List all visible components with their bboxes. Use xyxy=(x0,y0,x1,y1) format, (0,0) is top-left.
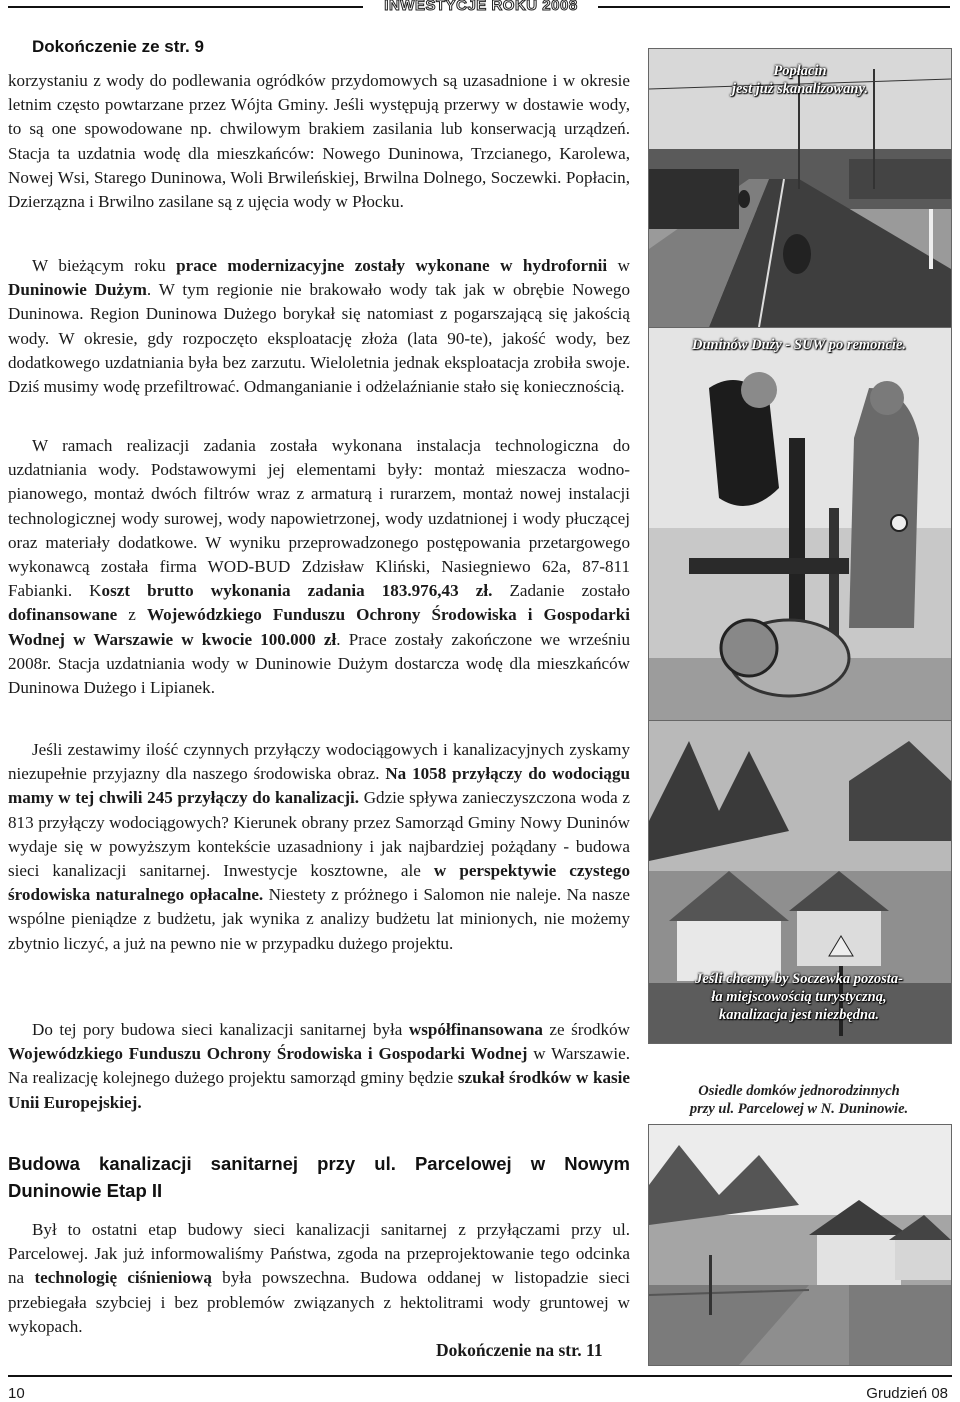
page-number: 10 xyxy=(8,1385,25,1402)
paragraph-2: W bieżącym roku prace modernizacyjne zostały wykonane w hydrofornii w Duninowie Dużym. W tym regionie nie brakowało wody tak jak w obrębie Nowego Duninowa. Region Duninowa Dużego borykał się natomiast z pogarszającą się jakością wody. W okresie, gdy rozpoczęto eksploatację złoża (lata 90-te), jakość wody, bez dodatkowego uzdatniania była bez zarzutu. Wieloletnia jednak eksploatacja zrobiła swoje. Dziś musimy wodę przefiltrować. Odmanganianie i odżelaźnianie stało się koniecznością. xyxy=(8,256,630,397)
paragraph-4: Jeśli zestawimy ilość czynnych przyłączy wodociągowych i kanalizacyjnych zyskamy niezupełnie przyjazny dla naszego środowiska obraz. Na 1058 przyłączy do wodociągu mamy w tej chwili 245 przyłączy do kanalizacji. Gdzie spływa zanieczyszczona woda z 813 przyłączy wodociągowych? Kierunek obrany przez Samorząd Gminy Nowy Duninów wydaje się w powyższym kontekście uzasadniony i jak najbardziej pożądany - budowa sieci kanalizacji sanitarnej. Inwestycje kosztowne, ale w perspektywie czystego środowiska naturalnego opłacalne. Niestety z próżnego i Salomon nie naleje. Na nasze wspólne pieniądze z budżetu, jak wynika z analizy budżetu lat minionych, nie możemy zbytnio liczyć, a już na pewno nie w przypadku dużego projektu. xyxy=(8,740,630,953)
paragraph-5: Do tej pory budowa sieci kanalizacji sanitarnej była współfinansowana ze środków Wojewódzkiego Funduszu Ochrony Środowiska i Gospodarki Wodnej w Warszawie. Na realizację kolejnego dużego projektu samorząd gminy będzie szukał środków w kasie Unii Europejskiej. xyxy=(8,1020,630,1112)
continued-to: Dokończenie na str. 11 xyxy=(436,1340,603,1360)
issue-date: Grudzień 08 xyxy=(866,1385,948,1402)
photo-parcelowa-street xyxy=(648,1124,952,1366)
photo-caption-poplacin: Popłacin jest już skanalizowany. xyxy=(731,63,869,97)
paragraph-6: Był to ostatni etap budowy sieci kanalizacji sanitarnej z przyłączami przy ul. Parcelowej. Jak już informowaliśmy Państwa, zgoda na przeprojektowanie tego odcinka na technologię ciśnieniową była powszechna. Budowa oddanej w listopadzie sieci przebiegała szybciej i bez problemów związanych z hektolitrami wody gruntowej w wykopach. xyxy=(8,1220,630,1336)
header-rule-left xyxy=(8,6,363,8)
photo-caption-parcelowa: Osiedle domków jednorodzinnych przy ul. Parcelowej w N. Duninowie. xyxy=(689,1083,909,1117)
paragraph-1: korzystaniu z wody do podlewania ogródków przydomowych są uzasadnione i w okresie letnim często powtarzane przez Wójta Gminy. Jeśli występują przerwy w dostawie wody, to są one spowodowane np. chwilowym brakiem zasilania lub konserwacją urządzeń. Stacja ta uzdatnia wodę dla mieszkańców: Nowego Duninowa, Trzcianego, Karolewa, Nowej Wsi, Starego Duninowa, Woli Brwileńskiej, Brwilna Dolnego, Soczewki. Popłacin, Dzierzązna i Brwilno zasilane są z ujęcia wody w Płocku. xyxy=(8,71,630,212)
header-rule-right xyxy=(598,6,950,8)
photo-caption-suw: Duninów Duży - SUW po remoncie. xyxy=(691,337,907,353)
photo-caption-soczewka: Jeśli chcemy by Soczewka pozosta- ła miejscowością turystyczną, kanalizacja jest niezbędna. xyxy=(695,971,903,1023)
photo-suw-renovation xyxy=(648,327,952,721)
section-title: INWESTYCJE ROKU 2008 xyxy=(384,0,578,14)
section-heading: Budowa kanalizacji sanitarnej przy ul. Parcelowej w Nowym Duninowie Etap II xyxy=(8,1153,630,1201)
footer-rule xyxy=(8,1375,952,1377)
paragraph-3: W ramach realizacji zadania została wykonana instalacja technologiczna do uzdatniania wody. Podstawowymi jej elementami były: montaż mieszacza wodno-pianowego, montaż dwóch filtrów wraz z armaturą i rurarzem, montaż nowej instalacji technologicznej wody surowej, wody napowietrzonej, wody uzdatnionej i wody płuczącej oraz materiały dodatkowe. W wyniku przeprowadzonego postępowania przetargowego wykonawcą została firma WOD-BUD Zdzisław Kliński, Nasiegniewo 62a, 87-811 Fabianki. Koszt brutto wykonania zadania 183.976,43 zł. Zadanie zostało dofinansowane z Wojewódzkiego Funduszu Ochrony Środowiska i Gospodarki Wodnej w Warszawie w kwocie 100.000 zł. Prace zostały zakończone we wrześniu 2008r. Stacja uzdatniania wody w Duninowie Dużym dostarcza wodę dla mieszkańców Duninowa Dużego i Lipianek. xyxy=(8,436,631,698)
continued-from: Dokończenie ze str. 9 xyxy=(32,37,204,56)
